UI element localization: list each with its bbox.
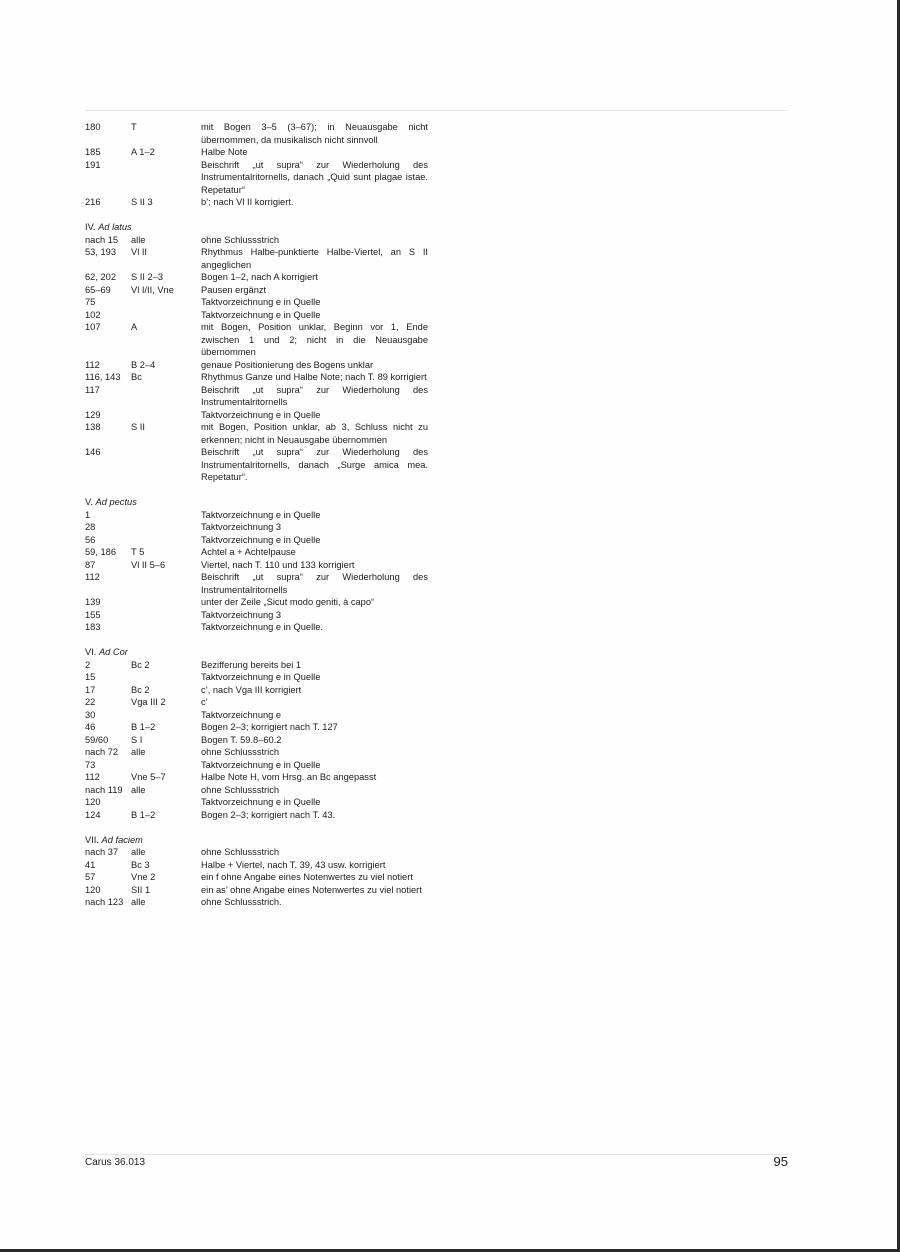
part-cell: Bc 2 [131,684,150,695]
note-cell: Taktvorzeichnung e [201,709,282,720]
part-cell: Bc 2 [131,659,150,670]
part-cell: alle [131,847,146,857]
note-cell: unter der Zeile „Sicut modo geniti, à capo“ [201,597,375,607]
bar-cell: 56 [85,534,96,545]
part-cell: alle [131,234,146,245]
part-cell [131,534,201,547]
bar-cell: 15 [85,672,96,682]
table-row [85,446,430,484]
note-cell: Bogen 1–2, nach A korrigiert [201,272,318,282]
bar-cell: 180 [85,122,101,132]
bar-cell: 41 [85,859,96,870]
table-row [85,759,430,772]
note-cell: c’, nach Vga III korrigiert [201,684,302,695]
bar-cell: 146 [85,447,101,457]
part-cell [131,759,201,772]
note-cell: mit Bogen, Position unklar, ab 3, Schluss nicht zu erkennen; nicht in Neuausgabe übernommen [201,422,428,445]
table-row [85,696,430,709]
bar-cell: 117 [85,384,100,395]
table-row [85,321,430,359]
note-cell: Taktvorzeichnung e in Quelle [201,759,321,770]
section-title: V. Ad pectus [85,497,137,507]
note-cell: Taktvorzeichnung e in Quelle [201,409,321,420]
part-cell [131,446,201,484]
critical-report [85,121,430,909]
bar-cell: 183 [85,622,101,632]
table-row [85,871,430,884]
bar-cell: nach 15 [85,234,119,245]
bar-cell: 120 [85,884,101,895]
bar-cell: 138 [85,422,101,432]
publisher-reference: Carus 36.013 [85,1157,146,1168]
note-cell: Bogen 2–3; korrigiert nach T. 43. [201,809,336,820]
report-section [85,496,430,634]
table-row [85,371,430,384]
part-cell: A 1–2 [131,147,155,157]
note-cell: ohne Schlussstrich [201,747,280,757]
part-cell: Bc 3 [131,859,150,870]
part-cell [131,621,201,634]
note-cell: Halbe Note [201,147,248,157]
note-cell: Bogen T. 59.8–60.2 [201,734,282,745]
part-cell [131,571,201,596]
note-cell: Taktvorzeichnung e in Quelle [201,672,321,682]
bar-cell: 30 [85,709,96,720]
table-row [85,309,430,322]
table-row [85,159,430,197]
bar-cell: 129 [85,409,101,420]
note-cell: Taktvorzeichnung e in Quelle [201,509,321,520]
table-row [85,521,430,534]
part-cell [131,309,201,322]
note-cell: Taktvorzeichnung e in Quelle. [201,622,323,632]
part-cell [131,159,201,197]
report-section [85,221,430,484]
note-cell: Taktvorzeichnung e in Quelle [201,534,321,545]
table-row [85,571,430,596]
bar-cell: 124 [85,809,101,820]
table-row [85,784,430,797]
table-row [85,721,430,734]
bar-cell: 28 [85,522,96,532]
bar-cell: 116, 143 [85,372,121,382]
part-cell: T [131,122,137,132]
table-row [85,559,430,572]
note-cell: mit Bogen, Position unklar, Beginn vor 1, Ende zwischen 1 und 2; nicht in die Neuausgabe übernommen [201,322,428,357]
table-row [85,196,430,209]
note-cell: Taktvorzeichnung e in Quelle [201,309,321,320]
bar-cell: 75 [85,297,96,307]
table-row [85,709,430,722]
table-row [85,421,430,446]
part-cell [131,409,201,422]
table-row [85,609,430,622]
bar-cell: 22 [85,697,96,707]
part-cell: S II 2–3 [131,272,164,282]
footer-rule [85,1154,788,1155]
section-title: VII. Ad faciem [85,834,143,845]
bar-cell: 62, 202 [85,272,117,282]
note-cell: b’; nach Vl II korrigiert. [201,197,294,207]
bar-cell: 46 [85,722,96,732]
note-cell: mit Bogen 3–5 (3–67); in Neuausgabe nicht übernommen, da musikalisch nicht sinnvoll [201,122,428,145]
table-row [85,621,430,634]
table-row [85,234,430,247]
bar-cell: nach 119 [85,784,123,795]
note-cell: Achtel a + Achtelpause [201,547,296,557]
part-cell [131,296,201,309]
bar-cell: 139 [85,597,101,607]
table-row [85,246,430,271]
note-cell: Beischrift „ut supra“ zur Wiederholung des Instrumentalritornells, danach „Quid sunt plagae istae. Repetatur“ [201,159,428,195]
note-cell: Viertel, nach T. 110 und 133 korrigiert [201,559,355,570]
note-cell: Taktvorzeichnung e in Quelle [201,297,321,307]
bar-cell: 17 [85,684,96,695]
part-cell: Vne 5–7 [131,772,166,782]
part-cell [131,671,201,684]
table-row [85,146,430,159]
table-row [85,271,430,284]
table-row [85,771,430,784]
note-cell: Beischrift „ut supra“ zur Wiederholung des Instrumentalritornells [201,572,428,595]
table-row [85,384,430,409]
table-row [85,409,430,422]
part-cell: Vga III 2 [131,697,166,707]
bar-cell: nach 72 [85,747,119,757]
table-row [85,846,430,859]
note-cell: ein as’ ohne Angabe eines Notenwertes zu viel notiert [201,884,422,895]
table-row [85,684,430,697]
table-row [85,809,430,822]
bar-cell: 53, 193 [85,247,117,257]
part-cell: alle [131,747,146,757]
part-cell: A [131,322,138,332]
part-cell: S II [131,422,145,432]
bar-cell: 120 [85,797,101,807]
note-cell: ohne Schlussstrich [201,234,280,245]
note-cell: Taktvorzeichnung e in Quelle [201,797,321,807]
bar-cell: 73 [85,759,96,770]
part-cell: Bc [131,372,142,382]
note-cell: ein f ohne Angabe eines Notenwertes zu viel notiert [201,872,413,882]
part-cell: Vne 2 [131,872,156,882]
report-section [85,646,430,821]
table-row [85,859,430,872]
note-cell: ohne Schlussstrich [201,784,280,795]
section-title: VI. Ad Cor [85,647,128,657]
table-row [85,734,430,747]
bar-cell: nach 37 [85,847,119,857]
part-cell [131,609,201,622]
bar-cell: 185 [85,147,101,157]
part-cell: Vl II 5–6 [131,559,166,570]
table-row [85,534,430,547]
note-cell: ohne Schlussstrich. [201,897,282,907]
part-cell [131,521,201,534]
bar-cell: 216 [85,197,101,207]
part-cell [131,509,201,522]
note-cell: Rhythmus Ganze und Halbe Note; nach T. 89 korrigiert [201,372,427,382]
note-cell: Taktvorzeichnung 3 [201,609,282,620]
note-cell: Bogen 2–3; korrigiert nach T. 127 [201,722,338,732]
part-cell: alle [131,897,146,907]
table-row [85,284,430,297]
bar-cell: nach 123 [85,897,124,907]
note-cell: Beischrift „ut supra“ zur Wiederholung des Instrumentalritornells, danach „Surge amica mea. Repetatur“. [201,447,428,482]
bar-cell: 107 [85,322,101,332]
bar-cell: 191 [85,159,101,170]
part-cell [131,384,201,409]
bar-cell: 87 [85,559,96,570]
part-cell [131,796,201,809]
bar-cell: 112 [85,359,100,370]
part-cell: T 5 [131,547,145,557]
part-cell [131,709,201,722]
table-row [85,546,430,559]
table-row [85,359,430,372]
bar-cell: 59/60 [85,734,109,745]
report-section [85,834,430,909]
part-cell: Vl I/II, Vne [131,284,174,295]
part-cell: S II 3 [131,197,153,207]
note-cell: Halbe + Viertel, nach T. 39, 43 usw. korrigiert [201,859,386,870]
bar-cell: 155 [85,609,101,620]
section-title: IV. Ad latus [85,222,132,232]
bar-cell: 59, 186 [85,547,117,557]
table-row [85,659,430,672]
part-cell: Vl II [131,247,148,257]
table-row [85,296,430,309]
note-cell: Taktvorzeichnung 3 [201,522,282,532]
part-cell: SII 1 [131,884,151,895]
table-row [85,596,430,609]
bar-cell: 112 [85,572,100,582]
table-row [85,121,430,146]
note-cell: Pausen ergänzt [201,284,267,295]
note-cell: Beischrift „ut supra“ zur Wiederholung des Instrumentalritornells [201,384,428,407]
bar-cell: 65–69 [85,284,111,295]
bar-cell: 112 [85,772,100,782]
table-row [85,896,430,909]
bar-cell: 2 [85,659,91,670]
table-row [85,746,430,759]
page-number: 95 [773,1154,788,1169]
note-cell: genaue Positionierung des Bogens unklar [201,359,374,370]
note-cell: Halbe Note H, vom Hrsg. an Bc angepasst [201,772,377,782]
note-cell: Bezifferung bereits bei 1 [201,659,302,670]
table-row [85,509,430,522]
note-cell: ohne Schlussstrich [201,847,280,857]
table-row [85,671,430,684]
note-cell: Rhythmus Halbe-punktierte Halbe-Viertel, an S II angeglichen [201,247,428,270]
part-cell: B 2–4 [131,359,156,370]
part-cell: B 1–2 [131,722,156,732]
part-cell [131,596,201,609]
bar-cell: 1 [85,509,91,520]
note-cell: c’ [201,697,208,707]
table-row [85,884,430,897]
part-cell: S I [131,734,143,745]
bar-cell: 57 [85,872,96,882]
header-rule [85,110,788,111]
part-cell: alle [131,784,146,795]
bar-cell: 102 [85,309,101,320]
report-section [85,121,430,209]
part-cell: B 1–2 [131,809,156,820]
table-row [85,796,430,809]
